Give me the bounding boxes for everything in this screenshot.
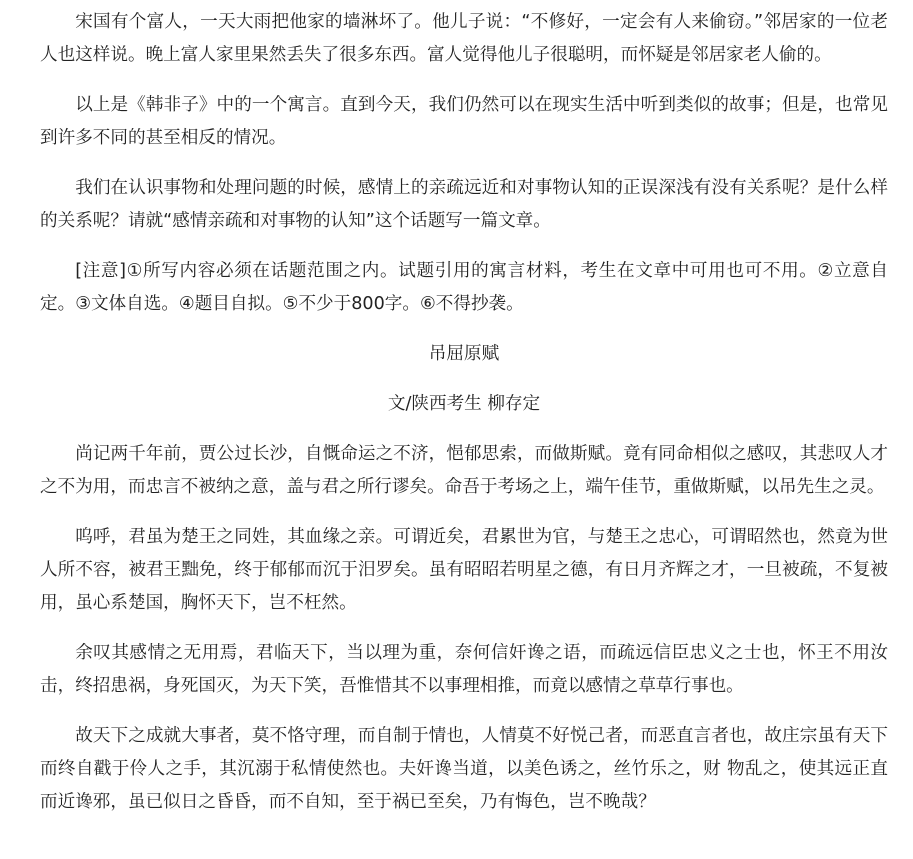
prompt-paragraph-3: 我们在认识事物和处理问题的时候，感情上的亲疏远近和对事物认知的正误深浅有没有关系呢？是什么样的关系呢？请就“感情亲疏和对事物的认知”这个话题写一篇文章。: [40, 178, 888, 231]
essay-paragraph-2: 呜呼，君虽为楚王之同姓，其血缘之亲。可谓近矣，君累世为官，与楚王之忠心，可谓昭然也，然竟为世人所不容，被君王黜免，终于郁郁而沉于汨罗矣。虽有昭昭若明星之德，有日月齐辉之才，一旦被疏，不复被用，虽心系楚国，胸怀天下，岂不枉然。: [40, 527, 888, 613]
essay-paragraph-4: 故天下之成就大事者，莫不恪守理，而自制于情也，人情莫不好悦己者，而恶直言者也，故庄宗虽有天下而终自戳于伶人之手，其沉溺于私情使然也。夫奸谗当道，以美色诱之，丝竹乐之，财 物乱之，使其远正直而近谗邪，虽已似日之昏昏，而不自知，至于祸已至矣，乃有悔色，岂不晚哉？: [40, 726, 888, 812]
essay-paragraph-1: 尚记两千年前，贾公过长沙，自慨命运之不济，悒郁思索，而做斯赋。竟有同命相似之感叹，其悲叹人才之不为用，而忠言不被纳之意，盖与君之所行谬矣。命吾于考场之上，端午佳节，重做斯赋，以吊先生之灵。: [40, 444, 888, 497]
essay-title: 吊屈原赋: [428, 344, 500, 364]
essay-paragraph-3: 余叹其感情之无用焉，君临天下，当以理为重，奈何信奸谗之语，而疏远信臣忠义之士也，怀王不用汝击，终招患祸，身死国灭，为天下笑，吾惟惜其不以事理相推，而竟以感情之草草行事也。: [40, 643, 888, 696]
prompt-paragraph-2: 以上是《韩非子》中的一个寓言。直到今天，我们仍然可以在现实生活中听到类似的故事；但是，也常见到许多不同的甚至相反的情况。: [40, 95, 888, 148]
essay-byline: 文/陕西考生 柳存定: [387, 394, 541, 414]
prompt-notes: [注意]①所写内容必须在话题范围之内。试题引用的寓言材料，考生在文章中可用也可不用。②立意自定。③文体自选。④题目自拟。⑤不少于800字。⑥不得抄袭。: [40, 261, 888, 314]
prompt-paragraph-1: 宋国有个富人，一天大雨把他家的墙淋坏了。他儿子说：“不修好，一定会有人来偷窃。”邻居家的一位老人也这样说。晚上富人家里果然丢失了很多东西。富人觉得他儿子很聪明，而怀疑是邻居家老人偷的。: [40, 12, 888, 65]
